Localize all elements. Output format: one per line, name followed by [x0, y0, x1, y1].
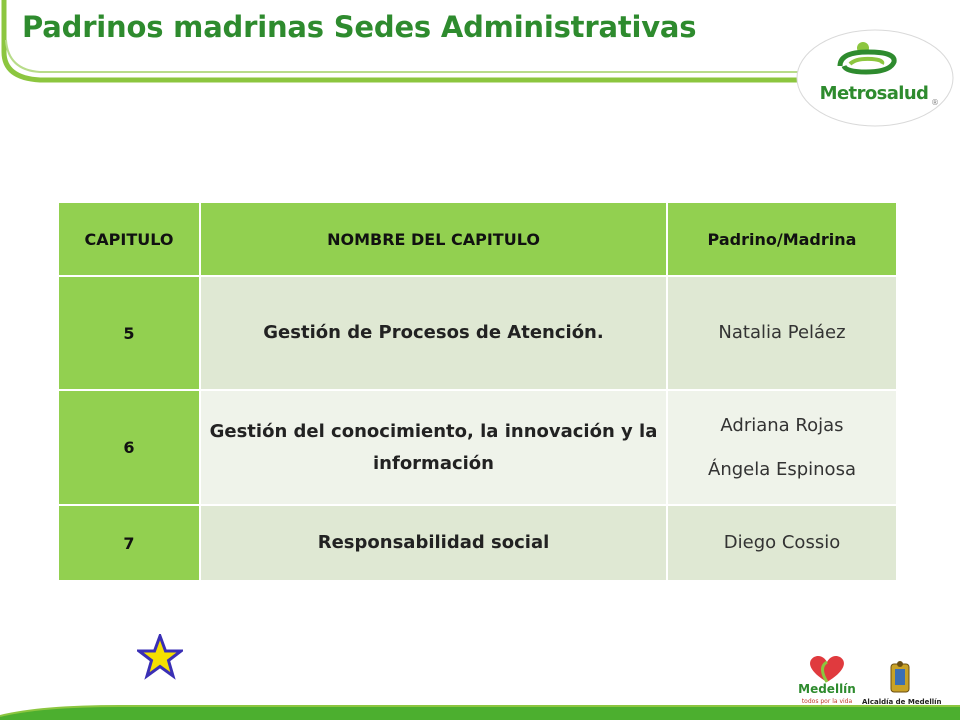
- bottom-bar: [0, 700, 960, 720]
- header-chapter-name: NOMBRE DEL CAPITULO: [200, 202, 667, 276]
- sponsor-name: Diego Cossio: [723, 532, 841, 553]
- table-row: [58, 505, 897, 581]
- heart-icon: [792, 652, 862, 684]
- star-icon: [137, 634, 183, 680]
- coat-of-arms-icon: [862, 660, 938, 698]
- sponsor-cell: [667, 276, 897, 390]
- table-row: [58, 276, 897, 390]
- chapter-name: Responsabilidad social: [200, 505, 667, 581]
- metrosalud-emblem-icon: [800, 28, 950, 88]
- medellin-tagline: todos por la vida: [801, 698, 853, 705]
- metrosalud-logo: [800, 28, 950, 123]
- table-row: [58, 390, 897, 505]
- sponsor-name: Adriana Rojas: [720, 414, 844, 436]
- chapters-table: [57, 201, 898, 582]
- alcaldia-label: Alcaldía de Medellín: [862, 698, 942, 706]
- chapter-number: 5: [58, 276, 200, 390]
- slide-title: Padrinos madrinas Sedes Administrativas: [22, 10, 697, 44]
- chapter-name: Gestión de Procesos de Atención.: [200, 276, 667, 390]
- sponsor-name: Ángela Espinosa: [708, 458, 856, 480]
- chapter-number: 6: [58, 390, 200, 505]
- logo-wordmark: Metrosalud: [819, 83, 929, 104]
- header-chapter: CAPITULO: [58, 202, 200, 276]
- table-header-row: [58, 202, 897, 276]
- chapter-number: 7: [58, 505, 200, 581]
- medellin-wordmark: Medellín: [798, 682, 856, 696]
- sponsor-cell: [667, 505, 897, 581]
- sponsor-name: Natalia Peláez: [718, 322, 846, 343]
- header-sponsor: Padrino/Madrina: [667, 202, 897, 276]
- chapter-name: Gestión del conocimiento, la innovación y la información: [200, 390, 667, 505]
- sponsor-cell: [667, 390, 897, 505]
- logo-registered-mark: ®: [931, 98, 939, 107]
